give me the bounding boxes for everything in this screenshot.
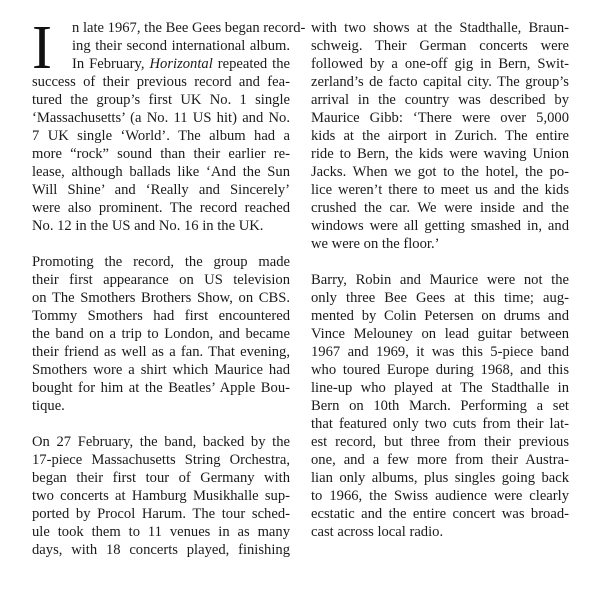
text-line: windows were all getting smashed in, and [311, 218, 569, 234]
paragraph-2 [32, 253, 290, 415]
text-line: 7 UK single ‘World’. The album had a [32, 128, 290, 144]
text-line: est record, but three from their previous [311, 434, 569, 450]
text-line: Bern on 10th March. Performing a set [311, 398, 569, 414]
text-line: we were on the floor.’ [311, 236, 440, 252]
text-line: lice weren’t there to meet us and the kids [311, 182, 569, 198]
text-line: tique. [32, 398, 65, 414]
text-line: one, and a few more from their Austra- [311, 452, 569, 468]
text-line: Maurice Gibb: ‘There were over 5,000 [311, 110, 569, 126]
text-line: Will Shine’ and ‘Really and Sincerely’ [32, 182, 290, 198]
text-line: Tommy Smothers had first encountered [32, 308, 290, 324]
text-line: zerland’s de facto capital city. The group’s [311, 74, 569, 90]
text-line: were also prominent. The record reached [32, 200, 290, 216]
text-span: In February, [72, 56, 150, 72]
text-line: two concerts at Hamburg Musikhalle sup- [32, 488, 290, 504]
text-line: crushed the car. We were inside and the [311, 200, 569, 216]
text-line: bought for him at the Beatles’ Apple Bou- [32, 380, 290, 396]
text-line: ride to Bern, the kids were waving Union [311, 146, 569, 162]
text-line: 17-piece Massachusetts String Orchestra, [32, 452, 290, 468]
paragraph-1 [32, 12, 306, 235]
text-line: ule took them to 11 venues in as many [32, 524, 290, 540]
text-line [32, 55, 290, 73]
text-line: with two shows at the Stadthalle, Braun- [311, 20, 569, 36]
text-line: cast across local radio. [311, 524, 444, 540]
text-span: repeated the [212, 56, 290, 72]
text-line: line-up who played at The Stadthalle in [311, 380, 569, 396]
text-line: lease, although ballads like ‘And the Sun [32, 164, 290, 180]
text-line: Jacks. When we got to the hotel, the po- [311, 164, 569, 180]
text-line: Smothers wore a shirt which Maurice had [32, 362, 290, 378]
drop-cap: I [32, 12, 52, 82]
text-line: 1967 and 1969, it was this 5-piece band [311, 344, 569, 360]
text-line: tured the group’s first UK No. 1 single [32, 92, 290, 108]
text-line: who toured Europe during 1968, and this [311, 362, 569, 378]
text-line: the band on a trip to London, and became [32, 326, 290, 342]
text-line: kids at the airport in Zurich. The entire [311, 128, 569, 144]
text-line: days, with 18 concerts played, finishing [32, 542, 290, 558]
text-line: began their first tour of Germany with [32, 470, 290, 486]
text-line: their friend as well as a fan. That evening, [32, 344, 290, 360]
text-line: mented by Colin Petersen on drums and [311, 308, 569, 324]
paragraph-4 [311, 19, 569, 253]
text-line: Vince Melouney on lead guitar between [311, 326, 569, 342]
text-line: only three Bee Gees at this time; aug- [311, 290, 569, 306]
paragraph-3 [32, 433, 290, 559]
paragraph-5 [311, 271, 569, 541]
text-line: No. 12 in the US and No. 16 in the UK. [32, 218, 264, 234]
text-line: ecstatic and the entire concert was broad- [311, 506, 569, 522]
text-line: lian only albums, plus singles going back [311, 470, 569, 486]
text-line: to 1966, the Swiss audience were clearly [311, 488, 569, 504]
right-column [311, 19, 569, 541]
text-line: schweig. Their German concerts were [311, 38, 569, 54]
text-line: their first appearance on US television [32, 272, 290, 288]
text-line: more “rock” sound than their earlier re- [32, 146, 290, 162]
text-line: arrival in the country was described by [311, 92, 569, 108]
left-column [32, 12, 306, 559]
text-line: ported by Procol Harum. The tour sched- [32, 506, 290, 522]
text-line: On 27 February, the band, backed by the [32, 434, 290, 450]
text-line: that featured only two cuts from their lat- [311, 416, 569, 432]
text-line: on The Smothers Brothers Show, on CBS. [32, 290, 290, 306]
text-line: ‘Massachusetts’ (a No. 11 US hit) and No. [32, 110, 290, 126]
text-line: Barry, Robin and Maurice were not the [311, 272, 569, 288]
text-line: ing their second international album. [72, 38, 290, 54]
text-line: success of their previous record and fea- [32, 74, 290, 90]
text-line: n late 1967, the Bee Gees began record- [72, 20, 306, 36]
text-line: Promoting the record, the group made [32, 254, 290, 270]
album-title: Horizontal [149, 56, 213, 72]
text-line: followed by a one-off gig in Bern, Swit- [311, 56, 569, 72]
